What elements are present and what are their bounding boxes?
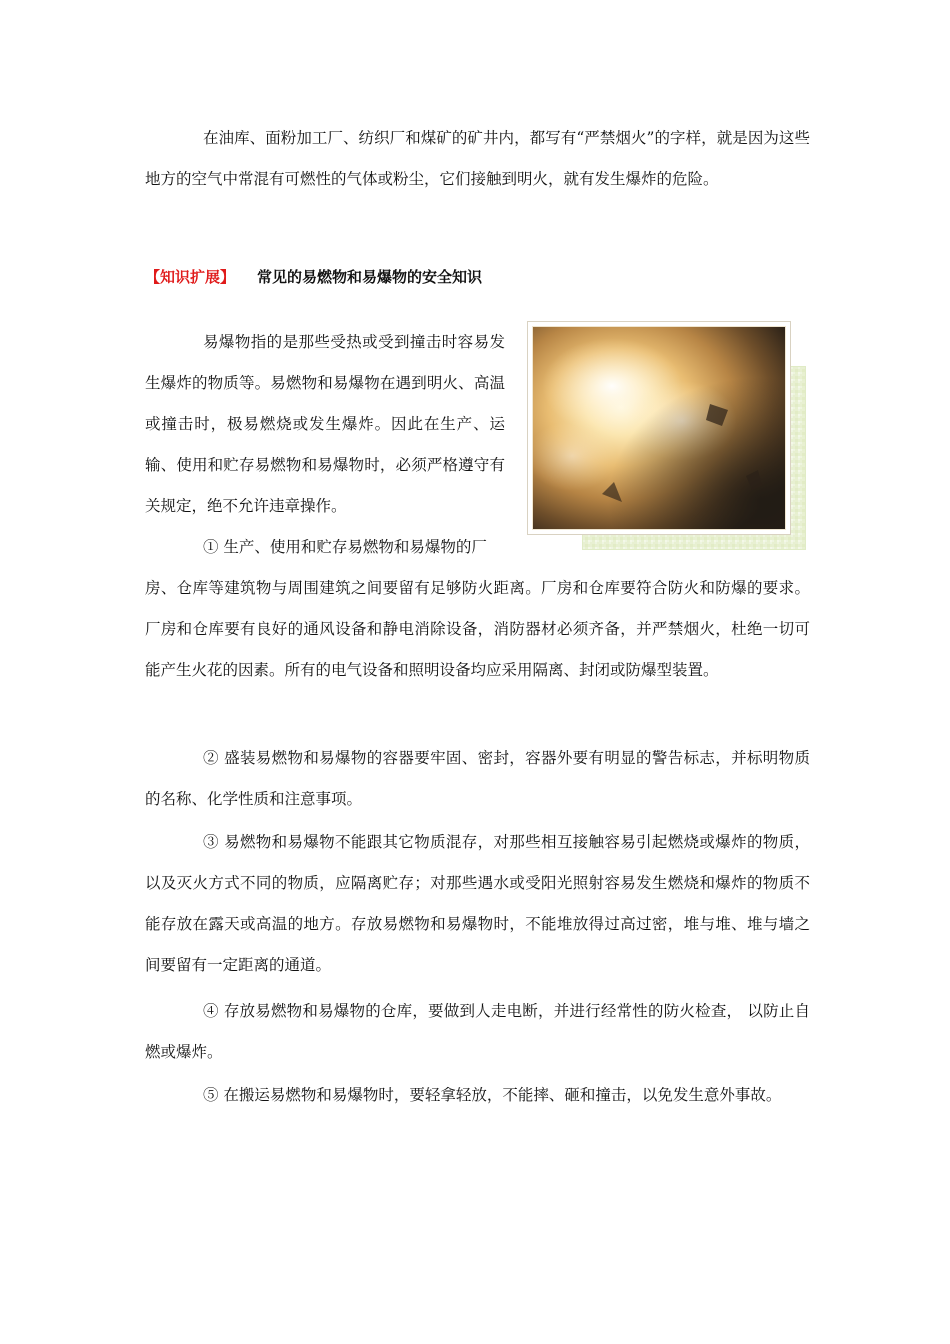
rule-1-paragraph: 房、仓库等建筑物与周围建筑之间要留有足够防火距离。厂房和仓库要符合防火和防爆的要求。厂房和仓库要有良好的通风设备和静电消除设备，消防器材必须齐备，并严禁烟火，杜绝一切可能产生火花的因素。所有的电气设备和照明设备均应采用隔离、封闭或防爆型装置。 [145,579,810,679]
rule-1-first-line: ① 生产、使用和贮存易燃物和易爆物的厂 [203,538,487,556]
definition-paragraph: 易爆物指的是那些受热或受到撞击时容易发生爆炸的物质等。易燃物和易爆物在遇到明火、高温或撞击时，极易燃烧或发生爆炸。因此在生产、运输、使用和贮存易燃物和易爆物时，必须严格遵守有关规定，绝不允许违章操作。 [145,333,505,515]
rule-3-paragraph: ③ 易燃物和易爆物不能跟其它物质混存，对那些相互接触容易引起燃烧或爆炸的物质，以及灭火方式不同的物质，应隔离贮存；对那些遇水或受阳光照射容易发生燃烧和爆炸的物质不能存放在露天或高温的地方。存放易燃物和易爆物时，不能堆放得过高过密，堆与堆、堆与墙之间要留有一定距离的通道。 [145,833,810,974]
explosion-photo [528,322,790,534]
rule-5-paragraph: ⑤ 在搬运易燃物和易爆物时，要轻拿轻放，不能摔、砸和撞击，以免发生意外事故。 [203,1086,782,1104]
section-tag: 【知识扩展】 [145,268,236,286]
explosion-figure [528,322,806,550]
section-title: 常见的易燃物和易爆物的安全知识 [257,268,483,286]
rule-4-paragraph: ④ 存放易燃物和易爆物的仓库，要做到人走电断，并进行经常性的防火检查， 以防止自燃或爆炸。 [145,1002,810,1061]
section-heading [145,262,482,292]
rule-2-paragraph: ② 盛装易燃物和易爆物的容器要牢固、密封，容器外要有明显的警告标志，并标明物质的名称、化学性质和注意事项。 [145,749,810,808]
intro-paragraph: 在油库、面粉加工厂、纺织厂和煤矿的矿井内，都写有“严禁烟火”的字样，就是因为这些地方的空气中常混有可燃性的气体或粉尘，它们接触到明火，就有发生爆炸的危险。 [145,129,810,188]
